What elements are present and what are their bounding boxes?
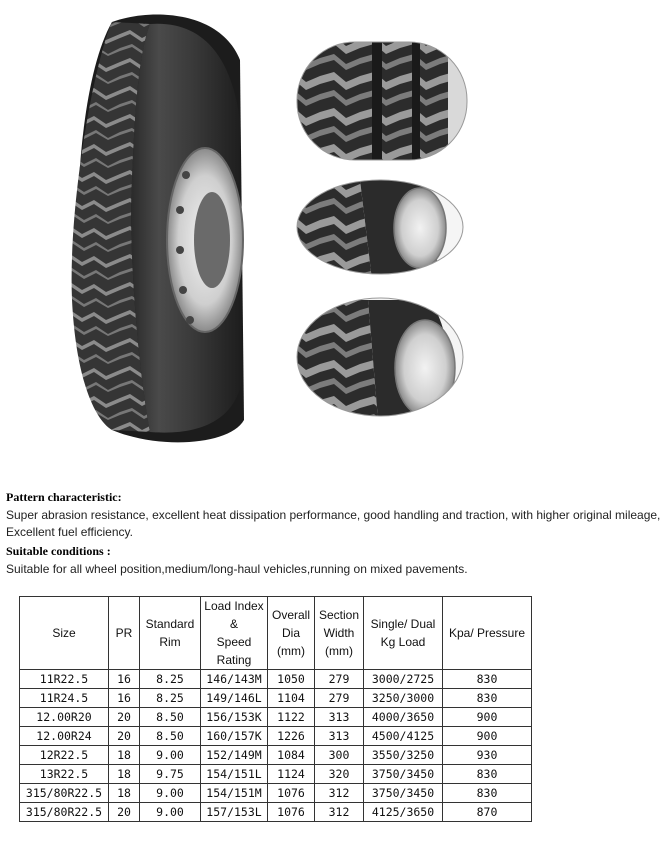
header-overall-dia: Overall Dia (mm) <box>268 597 315 670</box>
cell-section-width: 279 <box>315 689 364 708</box>
table-row <box>20 746 532 765</box>
table-row <box>20 670 532 689</box>
header-size: Size <box>20 597 109 670</box>
cell-kpa: 830 <box>443 689 532 708</box>
cell-section-width: 312 <box>315 784 364 803</box>
cell-section-width: 279 <box>315 670 364 689</box>
cell-rim: 8.25 <box>140 689 201 708</box>
cell-kpa: 870 <box>443 803 532 822</box>
header-pr: PR <box>109 597 140 670</box>
conditions-text: Suitable for all wheel position,medium/long-haul vehicles,running on mixed pavements. <box>6 562 468 576</box>
cell-size: 315/80R22.5 <box>20 784 109 803</box>
cell-pr: 18 <box>109 746 140 765</box>
cell-pr: 18 <box>109 765 140 784</box>
cell-pr: 16 <box>109 689 140 708</box>
cell-overall-dia: 1076 <box>268 784 315 803</box>
cell-rim: 8.25 <box>140 670 201 689</box>
conditions-heading: Suitable conditions : <box>6 544 111 558</box>
cell-kg-load: 4500/4125 <box>364 727 443 746</box>
cell-kpa: 930 <box>443 746 532 765</box>
cell-load-index: 156/153K <box>201 708 268 727</box>
cell-overall-dia: 1226 <box>268 727 315 746</box>
cell-size: 12.00R24 <box>20 727 109 746</box>
cell-size: 315/80R22.5 <box>20 803 109 822</box>
cell-pr: 20 <box>109 708 140 727</box>
cell-rim: 9.00 <box>140 803 201 822</box>
cell-pr: 18 <box>109 784 140 803</box>
cell-overall-dia: 1104 <box>268 689 315 708</box>
tire-spec-table <box>19 596 532 822</box>
table-row <box>20 803 532 822</box>
table-row <box>20 784 532 803</box>
header-standard-rim: Standard Rim <box>140 597 201 670</box>
cell-overall-dia: 1084 <box>268 746 315 765</box>
cell-overall-dia: 1076 <box>268 803 315 822</box>
cell-load-index: 154/151M <box>201 784 268 803</box>
cell-section-width: 300 <box>315 746 364 765</box>
cell-load-index: 157/153L <box>201 803 268 822</box>
cell-pr: 20 <box>109 727 140 746</box>
cell-kg-load: 4125/3650 <box>364 803 443 822</box>
cell-kpa: 900 <box>443 727 532 746</box>
cell-size: 12R22.5 <box>20 746 109 765</box>
cell-kpa: 830 <box>443 784 532 803</box>
cell-load-index: 152/149M <box>201 746 268 765</box>
cell-kg-load: 3000/2725 <box>364 670 443 689</box>
cell-size: 12.00R20 <box>20 708 109 727</box>
cell-kg-load: 4000/3650 <box>364 708 443 727</box>
cell-size: 13R22.5 <box>20 765 109 784</box>
table-body <box>20 670 532 822</box>
tread-closeup-top <box>290 40 470 165</box>
pattern-text-line2: Excellent fuel efficiency. <box>6 525 133 539</box>
cell-rim: 8.50 <box>140 708 201 727</box>
cell-rim: 8.50 <box>140 727 201 746</box>
pattern-heading: Pattern characteristic: <box>6 490 122 504</box>
cell-overall-dia: 1122 <box>268 708 315 727</box>
tread-closeup-bottom <box>290 295 470 420</box>
table-row <box>20 727 532 746</box>
table-row <box>20 765 532 784</box>
main-tire <box>72 15 244 443</box>
header-section-width: Section Width (mm) <box>315 597 364 670</box>
cell-overall-dia: 1050 <box>268 670 315 689</box>
table-row <box>20 708 532 727</box>
cell-kg-load: 3750/3450 <box>364 784 443 803</box>
header-kg-load: Single/ Dual Kg Load <box>364 597 443 670</box>
table-row <box>20 689 532 708</box>
table-header-row <box>20 597 532 670</box>
cell-kg-load: 3550/3250 <box>364 746 443 765</box>
cell-rim: 9.00 <box>140 784 201 803</box>
cell-pr: 16 <box>109 670 140 689</box>
cell-load-index: 160/157K <box>201 727 268 746</box>
cell-pr: 20 <box>109 803 140 822</box>
cell-load-index: 154/151L <box>201 765 268 784</box>
cell-load-index: 146/143M <box>201 670 268 689</box>
cell-rim: 9.75 <box>140 765 201 784</box>
cell-kpa: 830 <box>443 765 532 784</box>
cell-section-width: 320 <box>315 765 364 784</box>
cell-section-width: 313 <box>315 708 364 727</box>
cell-kpa: 900 <box>443 708 532 727</box>
cell-size: 11R22.5 <box>20 670 109 689</box>
cell-rim: 9.00 <box>140 746 201 765</box>
cell-section-width: 312 <box>315 803 364 822</box>
pattern-text-line1: Super abrasion resistance, excellent heat dissipation performance, good handling and traction, with higher original mileage, <box>6 508 661 522</box>
cell-section-width: 313 <box>315 727 364 746</box>
cell-size: 11R24.5 <box>20 689 109 708</box>
cell-kg-load: 3750/3450 <box>364 765 443 784</box>
cell-overall-dia: 1124 <box>268 765 315 784</box>
cell-kpa: 830 <box>443 670 532 689</box>
tread-closeup-middle <box>290 175 470 285</box>
cell-kg-load: 3250/3000 <box>364 689 443 708</box>
header-load-index: Load Index & Speed Rating <box>201 597 268 670</box>
cell-load-index: 149/146L <box>201 689 268 708</box>
header-kpa-pressure: Kpa/ Pressure <box>443 597 532 670</box>
